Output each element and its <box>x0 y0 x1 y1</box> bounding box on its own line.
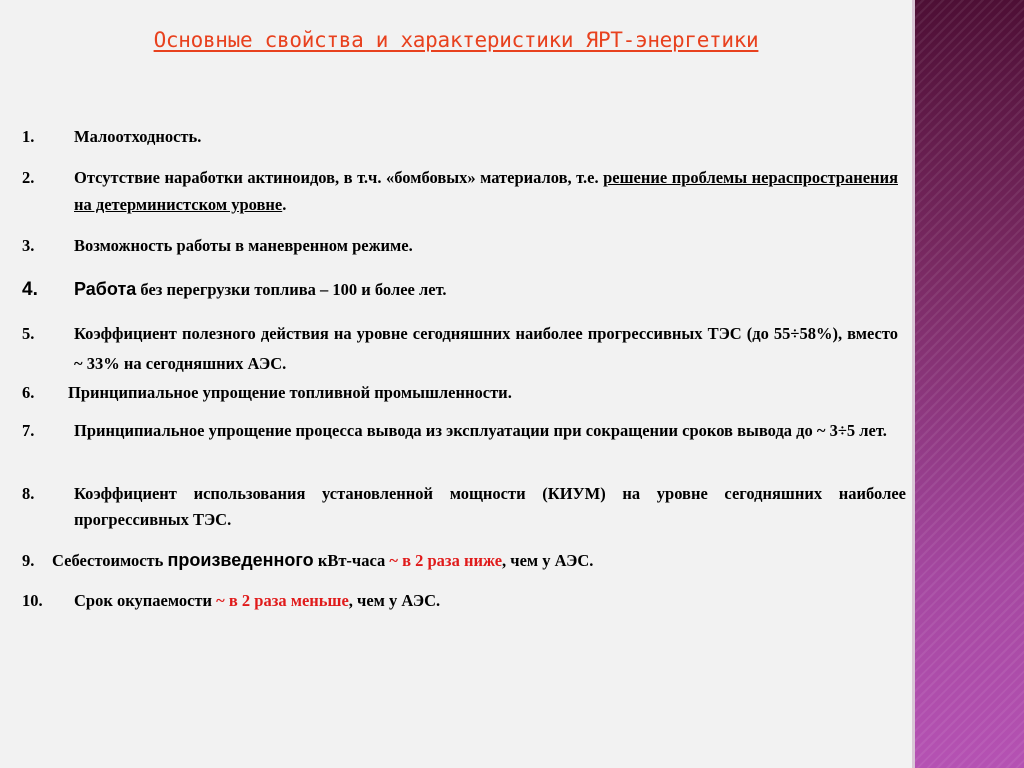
item-number: 9. <box>22 551 35 570</box>
item-number: 5. <box>22 324 35 343</box>
item-text: Малоотходность. <box>74 127 202 146</box>
item-number: 1. <box>22 127 35 146</box>
slide-title: Основные свойства и характеристики ЯРТ-энергетики <box>153 28 759 52</box>
side-band-pattern <box>912 0 1024 768</box>
item-text-part: , чем у АЭС. <box>502 551 594 570</box>
side-band-edge <box>912 0 915 768</box>
item-highlight: ~ в 2 раза меньше <box>216 591 349 610</box>
item-number: 7. <box>22 421 35 440</box>
decorative-side-band <box>912 0 1024 768</box>
item-text: Принципиальное упрощение топливной промышленности. <box>68 383 512 402</box>
item-text: Возможность работы в маневренном режиме. <box>74 236 413 255</box>
item-lead-word: Работа <box>74 279 137 299</box>
item-text: Коэффициент полезного действия на уровне сегодняшних наиболее прогрессивных ТЭС (до 55÷58%), вместо ~ 33% на сегодняшних АЭС. <box>74 324 898 373</box>
item-underlined-text: решение проблемы нераспространения на детерминистском уровне <box>74 168 898 214</box>
item-text <box>74 587 898 614</box>
item-text <box>74 164 898 218</box>
item-text <box>52 547 898 574</box>
item-text-part: Себестоимость <box>52 551 168 570</box>
item-number: 8. <box>22 484 35 503</box>
item-text: Принципиальное упрощение процесса вывода из эксплуатации при сокращении сроков вывода до ~ 3÷5 лет. <box>74 421 887 440</box>
item-emphasis: произведенного <box>167 550 314 570</box>
item-number: 2. <box>22 168 35 187</box>
item-number: 3. <box>22 236 35 255</box>
item-text-part: . <box>282 195 287 214</box>
item-text: Коэффициент использования установленной мощности (КИУМ) на уровне сегодняшних наиболее прогрессивных ТЭС. <box>74 484 906 529</box>
item-text-part: Отсутствие наработки актиноидов, в т.ч. «бомбовых» материалов, т.е. <box>74 168 604 187</box>
item-number: 4. <box>22 279 38 300</box>
item-number: 6. <box>22 383 35 402</box>
item-text-part: кВт-часа <box>313 551 390 570</box>
item-text-part: Срок окупаемости <box>74 591 217 610</box>
item-highlight: ~ в 2 раза ниже <box>389 551 503 570</box>
item-number: 10. <box>22 591 43 610</box>
item-text-part: , чем у АЭС. <box>348 591 441 610</box>
item-text <box>74 276 898 303</box>
item-text-part: без перегрузки топлива – 100 и более лет. <box>136 280 447 299</box>
